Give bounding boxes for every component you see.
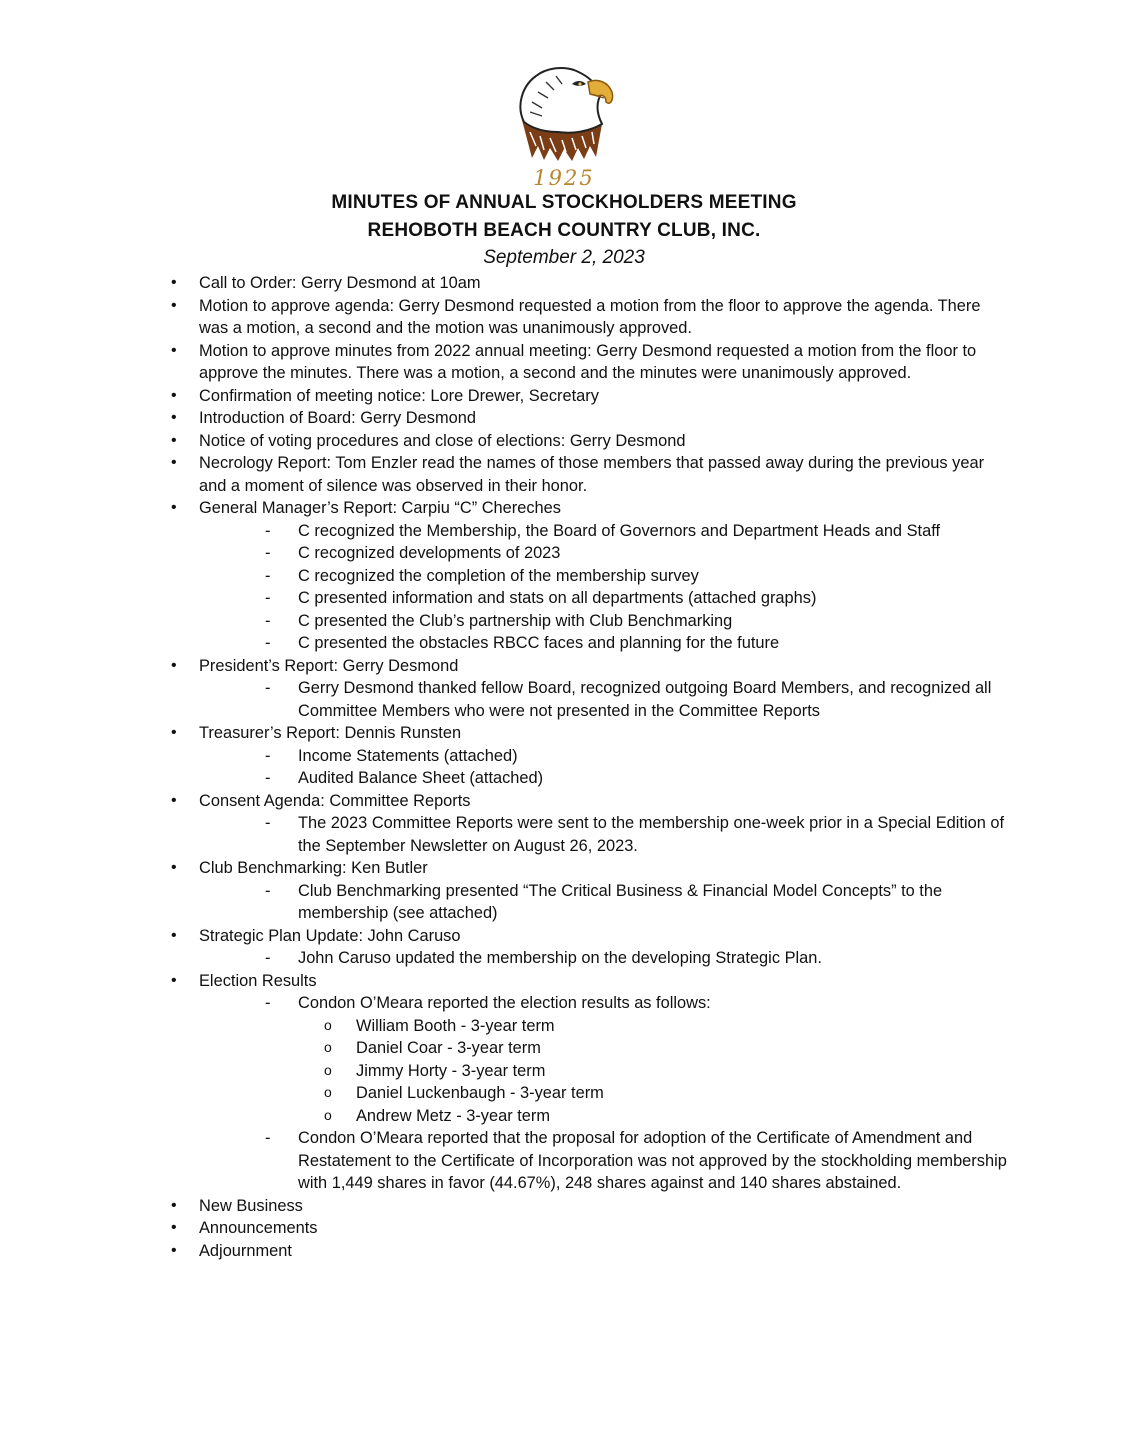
item-announcements: • Announcements [199,1217,1009,1240]
treasurer-sub-item: - Income Statements (attached) [298,745,1009,768]
gm-sub-item: - C recognized the completion of the membership survey [298,565,1009,588]
strategic-sub-item: - John Caruso updated the membership on the developing Strategic Plan. [298,947,1009,970]
item-introduction-of-board: • Introduction of Board: Gerry Desmond [199,407,1009,430]
founding-year: 1925 [533,166,595,190]
item-consent-agenda: • Consent Agenda: Committee Reports [199,790,1009,813]
item-new-business: • New Business [199,1195,1009,1218]
gm-sub-item: - C presented information and stats on all departments (attached graphs) [298,587,1009,610]
item-election-results: • Election Results [199,970,1009,993]
gm-sub-item: - C recognized developments of 2023 [298,542,1009,565]
item-president-report: • President’s Report: Gerry Desmond [199,655,1009,678]
consent-sub-item: - The 2023 Committee Reports were sent to the membership one-week prior in a Special Edition of the September Newsletter on August 26, 2023. [298,812,1009,857]
item-gm-report: • General Manager’s Report: Carpiu “C” Chereches [199,497,1009,520]
gm-sub-item: - C presented the Club’s partnership with Club Benchmarking [298,610,1009,633]
item-strategic-plan: • Strategic Plan Update: John Caruso [199,925,1009,948]
gm-sub-item: - C presented the obstacles RBCC faces and planning for the future [298,632,1009,655]
elected-member: o William Booth - 3-year term [356,1015,1009,1038]
item-meeting-notice: • Confirmation of meeting notice: Lore Drewer, Secretary [199,385,1009,408]
item-approve-agenda: • Motion to approve agenda: Gerry Desmond requested a motion from the floor to approve the agenda. There was a motion, a second and the motion was unanimously approved. [199,295,1009,340]
item-adjournment: • Adjournment [199,1240,1009,1263]
elected-member: o Jimmy Horty - 3-year term [356,1060,1009,1083]
club-name: REHOBOTH BEACH COUNTRY CLUB, INC. [367,220,761,241]
item-treasurer-report: • Treasurer’s Report: Dennis Runsten [199,722,1009,745]
election-intro: - Condon O’Meara reported the election results as follows: [298,992,1009,1015]
eagle-logo-icon [512,62,616,162]
item-call-to-order: • Call to Order: Gerry Desmond at 10am [199,272,1009,295]
item-club-benchmarking: • Club Benchmarking: Ken Butler [199,857,1009,880]
item-approve-minutes: • Motion to approve minutes from 2022 annual meeting: Gerry Desmond requested a motion from the floor to approve the minutes. There was a motion, a second and the minutes were unanimously approved. [199,340,1009,385]
elected-member: o Daniel Luckenbaugh - 3-year term [356,1082,1009,1105]
item-voting-procedures: • Notice of voting procedures and close of elections: Gerry Desmond [199,430,1009,453]
club-logo [512,62,616,192]
meeting-date: September 2, 2023 [483,247,645,268]
elected-member: o Daniel Coar - 3-year term [356,1037,1009,1060]
benchmarking-sub-item: - Club Benchmarking presented “The Critical Business & Financial Model Concepts” to the membership (see attached) [298,880,1009,925]
elected-member: o Andrew Metz - 3-year term [356,1105,1009,1128]
minutes-body [199,272,1009,1262]
amendment-result: - Condon O’Meara reported that the proposal for adoption of the Certificate of Amendment and Restatement to the Certificate of Incorporation was not approved by the stockholding membership with 1,449 shares in favor (44.67%), 248 shares against and 140 shares abstained. [298,1127,1009,1195]
gm-sub-item: - C recognized the Membership, the Board of Governors and Department Heads and Staff [298,520,1009,543]
treasurer-sub-item: - Audited Balance Sheet (attached) [298,767,1009,790]
president-sub-item: - Gerry Desmond thanked fellow Board, recognized outgoing Board Members, and recognized all Committee Members who were not presented in the Committee Reports [298,677,1009,722]
item-necrology-report: • Necrology Report: Tom Enzler read the names of those members that passed away during the previous year and a moment of silence was observed in their honor. [199,452,1009,497]
document-title: MINUTES OF ANNUAL STOCKHOLDERS MEETING [331,192,797,213]
